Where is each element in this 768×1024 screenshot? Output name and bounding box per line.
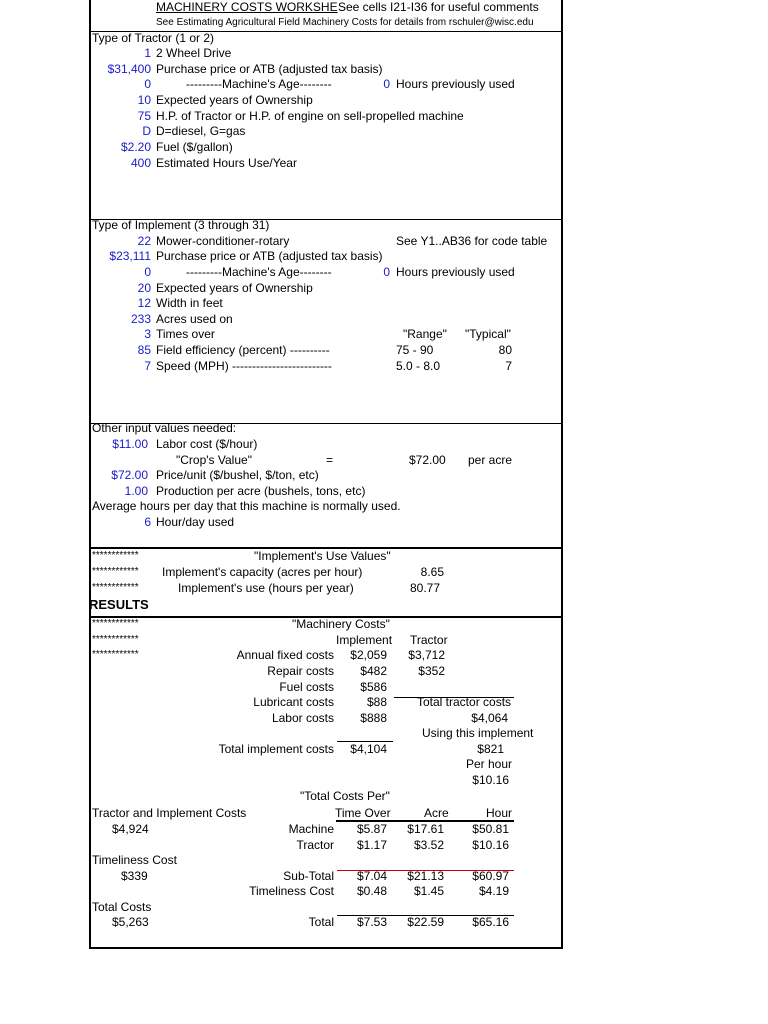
cost-row-implement: $888 (360, 711, 387, 725)
tractor-type-label: 2 Wheel Drive (156, 46, 232, 60)
totals-row-label: Machine (288, 822, 334, 836)
implement-years-value[interactable]: 20 (137, 281, 151, 295)
implement-age-label: ---------Machine's Age-------- (186, 265, 332, 279)
production-label: Production per acre (bushels, tons, etc) (156, 484, 366, 498)
tractor-type-value[interactable]: 1 (144, 46, 151, 60)
tractor-fuel-type-value[interactable]: D (142, 124, 151, 138)
price-unit-value[interactable]: $72.00 (111, 468, 148, 482)
machinery-costs-title: "Machinery Costs" (292, 617, 390, 631)
tractor-hours-year-label: Estimated Hours Use/Year (156, 156, 297, 170)
implement-efficiency-label: Field efficiency (percent) ---------- (156, 343, 330, 357)
tractor-years-value[interactable]: 10 (137, 93, 151, 107)
implement-type-value[interactable]: 22 (137, 234, 151, 248)
tractor-fuel-type-label: D=diesel, G=gas (156, 124, 246, 138)
total-costs-title: "Total Costs Per" (300, 789, 390, 803)
range-header: "Range" (403, 327, 447, 341)
implement-times-over-value[interactable]: 3 (144, 327, 151, 341)
totals-row-hour: $65.16 (472, 915, 509, 929)
totals-row-label: Total (308, 915, 334, 929)
total-implement-value: $4,104 (350, 742, 387, 756)
cost-row-tractor: $3,712 (408, 648, 445, 662)
cost-row-tractor: $352 (418, 664, 445, 678)
results-label: RESULTS (89, 597, 149, 612)
stars-6: ************ (92, 649, 139, 660)
cost-row-implement: $586 (360, 680, 387, 694)
implement-type-label: Mower-conditioner-rotary (156, 234, 290, 248)
speed-range: 5.0 - 8.0 (396, 359, 441, 373)
hour-day-label: Hour/day used (156, 515, 235, 529)
implement-times-over-label: Times over (156, 327, 215, 341)
cost-row-label: Fuel costs (279, 680, 334, 694)
total-costs-value: $5,263 (112, 915, 149, 929)
col-acre: Acre (424, 806, 449, 820)
efficiency-typical: 80 (498, 343, 512, 357)
typical-header: "Typical" (465, 327, 511, 341)
total-implement-label: Total implement costs (218, 742, 334, 756)
tractor-implement-costs-label: Tractor and Implement Costs (92, 806, 247, 820)
implement-speed-value[interactable]: 7 (144, 359, 151, 373)
per-hour-value: $10.16 (472, 773, 509, 787)
cost-row-label: Lubricant costs (253, 695, 334, 709)
tractor-hp-label: H.P. of Tractor or H.P. of engine on sell-propelled machine (156, 109, 464, 123)
use-values-title: "Implement's Use Values" (254, 549, 391, 563)
crop-value-amount: $72.00 (409, 453, 446, 467)
totals-row-hour: $60.97 (472, 869, 509, 883)
cost-row-implement: $88 (366, 695, 387, 709)
totals-row-time: $7.53 (356, 915, 387, 929)
using-implement-label: Using this implement (422, 726, 534, 740)
totals-row-acre: $21.13 (407, 869, 444, 883)
total-tractor-label: Total tractor costs (417, 695, 512, 709)
implement-age-value[interactable]: 0 (144, 265, 151, 279)
tractor-heading: Type of Tractor (1 or 2) (92, 31, 215, 45)
implement-acres-label: Acres used on (156, 312, 233, 326)
tractor-fuel-price-value[interactable]: $2.20 (120, 140, 151, 154)
hour-day-value[interactable]: 6 (144, 515, 151, 529)
stars-5: ************ (92, 634, 139, 645)
tractor-price-label: Purchase price or ATB (adjusted tax basis) (156, 62, 383, 76)
implement-width-value[interactable]: 12 (137, 296, 151, 310)
price-unit-label: Price/unit ($/bushel, $/ton, etc) (156, 468, 319, 482)
other-heading: Other input values needed: (92, 421, 237, 435)
totals-row-time: $7.04 (356, 869, 387, 883)
header-note-2: See Estimating Agricultural Field Machinery Costs for details from rschuler@wisc.edu (156, 17, 534, 28)
total-tractor-value: $4,064 (471, 711, 508, 725)
labor-cost-label: Labor cost ($/hour) (156, 437, 258, 451)
cost-row-label: Annual fixed costs (236, 648, 334, 662)
col-hour: Hour (486, 806, 513, 820)
stars-3: ************ (92, 582, 139, 593)
totals-row-acre: $3.52 (413, 838, 444, 852)
implement-width-label: Width in feet (156, 296, 223, 310)
total-costs-label: Total Costs (92, 900, 152, 914)
crop-value-unit: per acre (468, 453, 513, 467)
totals-row-label: Sub-Total (283, 869, 334, 883)
col-implement: Implement (336, 633, 393, 647)
implement-price-value[interactable]: $23,111 (109, 249, 151, 263)
per-hour-label: Per hour (466, 757, 513, 771)
totals-row-time: $1.17 (356, 838, 387, 852)
crop-value-equals: = (326, 453, 334, 467)
production-value[interactable]: 1.00 (124, 484, 148, 498)
cost-row-label: Labor costs (271, 711, 334, 725)
totals-row-label: Timeliness Cost (249, 884, 334, 898)
implement-efficiency-value[interactable]: 85 (137, 343, 151, 357)
col-tractor: Tractor (410, 633, 448, 647)
capacity-value: 8.65 (420, 565, 444, 579)
col-time-over: Time Over (335, 806, 391, 820)
capacity-label: Implement's capacity (acres per hour) (162, 565, 363, 579)
implement-speed-label: Speed (MPH) ------------------------- (156, 359, 332, 373)
implement-acres-value[interactable]: 233 (130, 312, 151, 326)
sheet-title: MACHINERY COSTS WORKSHE (156, 0, 338, 14)
totals-row-label: Tractor (296, 838, 334, 852)
tractor-age-value[interactable]: 0 (144, 77, 151, 91)
totals-row-time: $0.48 (356, 884, 387, 898)
crop-value-label: "Crop's Value" (176, 453, 252, 467)
efficiency-range: 75 - 90 (396, 343, 434, 357)
tractor-hours-prev-value[interactable]: 0 (383, 77, 390, 91)
header-note-1: See cells I21-I36 for useful comments (338, 0, 539, 14)
cost-row-implement: $2,059 (350, 648, 387, 662)
tractor-hours-year-value[interactable]: 400 (130, 156, 151, 170)
using-implement-value: $821 (477, 742, 504, 756)
implement-hours-prev-value[interactable]: 0 (383, 265, 390, 279)
tractor-age-label: ---------Machine's Age-------- (186, 77, 332, 91)
cost-row-implement: $482 (360, 664, 387, 678)
use-label: Implement's use (hours per year) (178, 581, 354, 595)
code-table-note: See Y1..AB36 for code table (396, 234, 548, 248)
tractor-price-value[interactable]: $31,400 (107, 62, 151, 76)
totals-row-hour: $10.16 (472, 838, 509, 852)
speed-typical: 7 (505, 359, 512, 373)
implement-heading: Type of Implement (3 through 31) (92, 218, 270, 232)
implement-years-label: Expected years of Ownership (156, 281, 313, 295)
tractor-hp-value[interactable]: 75 (137, 109, 151, 123)
totals-row-acre: $17.61 (407, 822, 444, 836)
avg-hours-label: Average hours per day that this machine is normally used. (92, 499, 401, 513)
tractor-hours-prev-label: Hours previously used (396, 77, 515, 91)
totals-row-acre: $1.45 (413, 884, 444, 898)
timeliness-cost-value: $339 (121, 869, 148, 883)
tractor-implement-costs-value: $4,924 (112, 822, 149, 836)
stars-1: ************ (92, 550, 139, 561)
labor-cost-value[interactable]: $11.00 (112, 437, 148, 451)
totals-row-acre: $22.59 (407, 915, 444, 929)
totals-row-hour: $4.19 (478, 884, 509, 898)
tractor-years-label: Expected years of Ownership (156, 93, 313, 107)
use-value: 80.77 (409, 581, 440, 595)
implement-price-label: Purchase price or ATB (adjusted tax basis) (156, 249, 383, 263)
totals-row-time: $5.87 (356, 822, 387, 836)
totals-row-hour: $50.81 (472, 822, 509, 836)
implement-hours-prev-label: Hours previously used (396, 265, 515, 279)
timeliness-cost-label: Timeliness Cost (92, 853, 177, 867)
tractor-fuel-price-label: Fuel ($/gallon) (156, 140, 233, 154)
stars-2: ************ (92, 566, 139, 577)
cost-row-label: Repair costs (267, 664, 334, 678)
stars-4: ************ (92, 618, 139, 629)
